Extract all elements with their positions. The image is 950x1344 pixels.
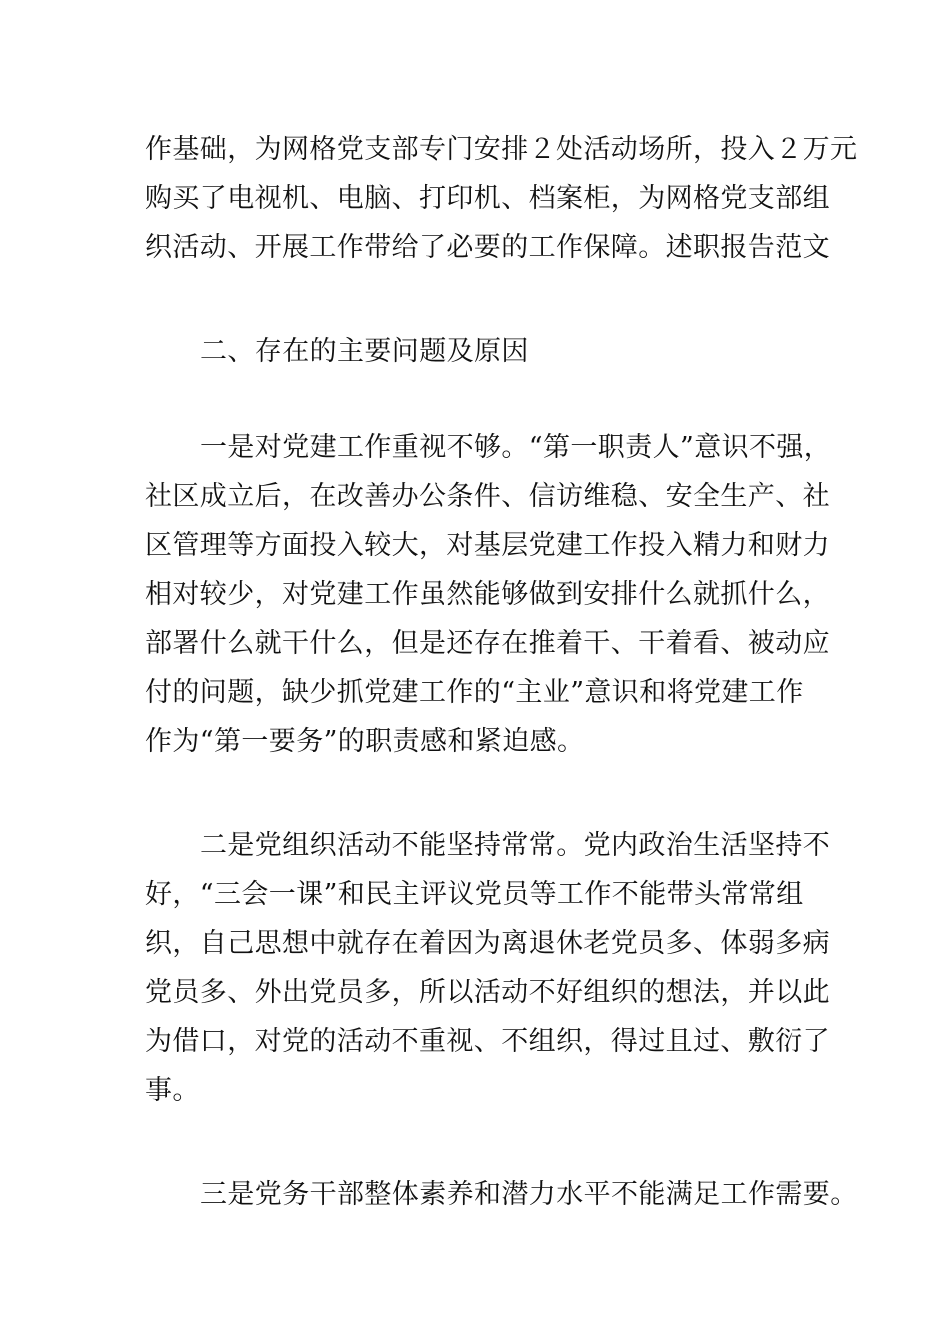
text-line: 付的问题，缺少抓党建工作的“主业”意识和将党建工作 bbox=[145, 677, 804, 708]
text-line: 区管理等方面投入较大，对基层党建工作投入精力和财力 bbox=[145, 530, 830, 561]
text-line: 二是党组织活动不能坚持常常。党内政治生活坚持不 bbox=[200, 830, 831, 861]
text-line: 作为“第一要务”的职责感和紧迫感。 bbox=[145, 726, 585, 757]
text-line: 作基础，为网格党支部专门安排２处活动场所，投入２万元 bbox=[145, 134, 858, 165]
text-line: 相对较少，对党建工作虽然能够做到安排什么就抓什么， bbox=[145, 579, 830, 610]
text-line: 织活动、开展工作带给了必要的工作保障。述职报告范文 bbox=[145, 232, 830, 263]
text-line: 为借口，对党的活动不重视、不组织，得过且过、敷衍了 bbox=[145, 1026, 830, 1057]
text-line: 党员多、外出党员多，所以活动不好组织的想法，并以此 bbox=[145, 977, 830, 1008]
text-line: 购买了电视机、电脑、打印机、档案柜，为网格党支部组 bbox=[145, 183, 830, 214]
heading-text: 二、存在的主要问题及原因 bbox=[200, 336, 529, 367]
text-line: 三是党务干部整体素养和潜力水平不能满足工作需要。 bbox=[200, 1179, 858, 1210]
text-line: 事。 bbox=[145, 1075, 200, 1106]
text-line: 织，自己思想中就存在着因为离退休老党员多、体弱多病 bbox=[145, 928, 830, 959]
text-line: 社区成立后，在改善办公条件、信访维稳、安全生产、社 bbox=[145, 481, 830, 512]
text-line: 一是对党建工作重视不够。“第一职责人”意识不强， bbox=[200, 432, 832, 463]
text-line: 部署什么就干什么，但是还存在推着干、干着看、被动应 bbox=[145, 628, 830, 659]
text-line: 好，“三会一课”和民主评议党员等工作不能带头常常组 bbox=[145, 879, 804, 910]
